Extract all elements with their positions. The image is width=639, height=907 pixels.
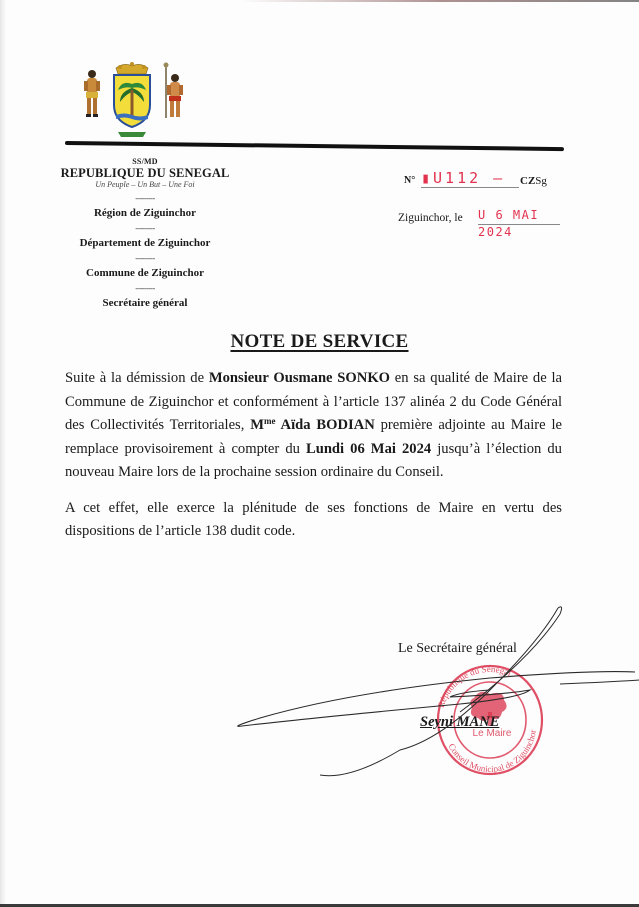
former-mayor-name: Monsieur Ousmane SONKO	[208, 370, 391, 386]
honorific-sup: me	[264, 416, 276, 426]
number-label: N°	[404, 175, 416, 186]
country-name: REPUBLIQUE DU SENEGAL	[60, 166, 230, 180]
national-motto: Un Peuple – Un But – Une Foi	[95, 180, 195, 189]
scan-edge-top	[240, 0, 639, 2]
number-suffix-code: CZ	[520, 175, 536, 187]
commune-name: Commune de Ziguinchor	[86, 267, 204, 279]
body-paragraph-1	[65, 367, 562, 485]
honorific: M	[250, 417, 265, 433]
header-rule	[65, 141, 564, 151]
coat-of-arms-icon	[78, 60, 188, 138]
signer-name: Seyni MANE	[420, 714, 500, 730]
department-name: Département de Ziguinchor	[79, 237, 211, 249]
separator: ---------	[135, 224, 155, 233]
issuer-block	[60, 157, 230, 310]
signer-title: Le Secrétaire général	[398, 641, 517, 656]
region-name: Région de Ziguinchor	[93, 207, 197, 219]
text-run: première adjointe au Maire le remplace provisoirement à compter du	[65, 417, 562, 457]
date-stamp: U 6 MAI 2024	[478, 207, 560, 225]
svg-text:République du Sénégal: République du Sénégal	[435, 663, 513, 709]
interim-mayor-name	[250, 417, 375, 433]
svg-text:Le Maire: Le Maire	[472, 728, 512, 739]
person-name: Aïda BODIAN	[275, 417, 375, 433]
scan-edge-left	[0, 0, 6, 907]
place-and-date	[398, 207, 568, 239]
separator: ---------	[135, 284, 155, 293]
body-paragraph-2: A cet effet, elle exerce la plénitude de ses fonctions de Maire en vertu des dispositions de l’article 138 dudit code.	[65, 499, 562, 539]
document-title-text: NOTE DE SERVICE	[230, 331, 409, 352]
document-title	[0, 331, 639, 353]
ss-md-code: SS/MD	[132, 157, 158, 166]
handwritten-signature-icon	[230, 600, 639, 790]
number-suffix-office: Sg	[535, 175, 547, 187]
text-run: jusqu’à l’élection du nouveau Maire lors de la prochaine session ordinaire du Conseil.	[65, 440, 562, 480]
separator: ---------	[135, 194, 155, 203]
text-run: Suite à la démission de	[65, 370, 209, 386]
place-label: Ziguinchor, le	[398, 212, 463, 224]
document-body	[65, 367, 562, 544]
effective-date: Lundi 06 Mai 2024	[305, 440, 432, 457]
svg-text:Conseil Municipal de Ziguincho: Conseil Municipal de Ziguinchor	[446, 729, 538, 775]
reference-number	[404, 171, 574, 191]
text-run: en sa qualité de Maire de la Commune de Ziguinchor et conformément à l’article 137 alinéa 2 du Code Général des Collectivités Territoriales,	[65, 370, 563, 433]
office-name: Secrétaire général	[102, 297, 188, 309]
separator: ---------	[135, 254, 155, 263]
number-stamp: ▮U112 –	[421, 171, 519, 188]
number-suffix	[520, 175, 547, 187]
